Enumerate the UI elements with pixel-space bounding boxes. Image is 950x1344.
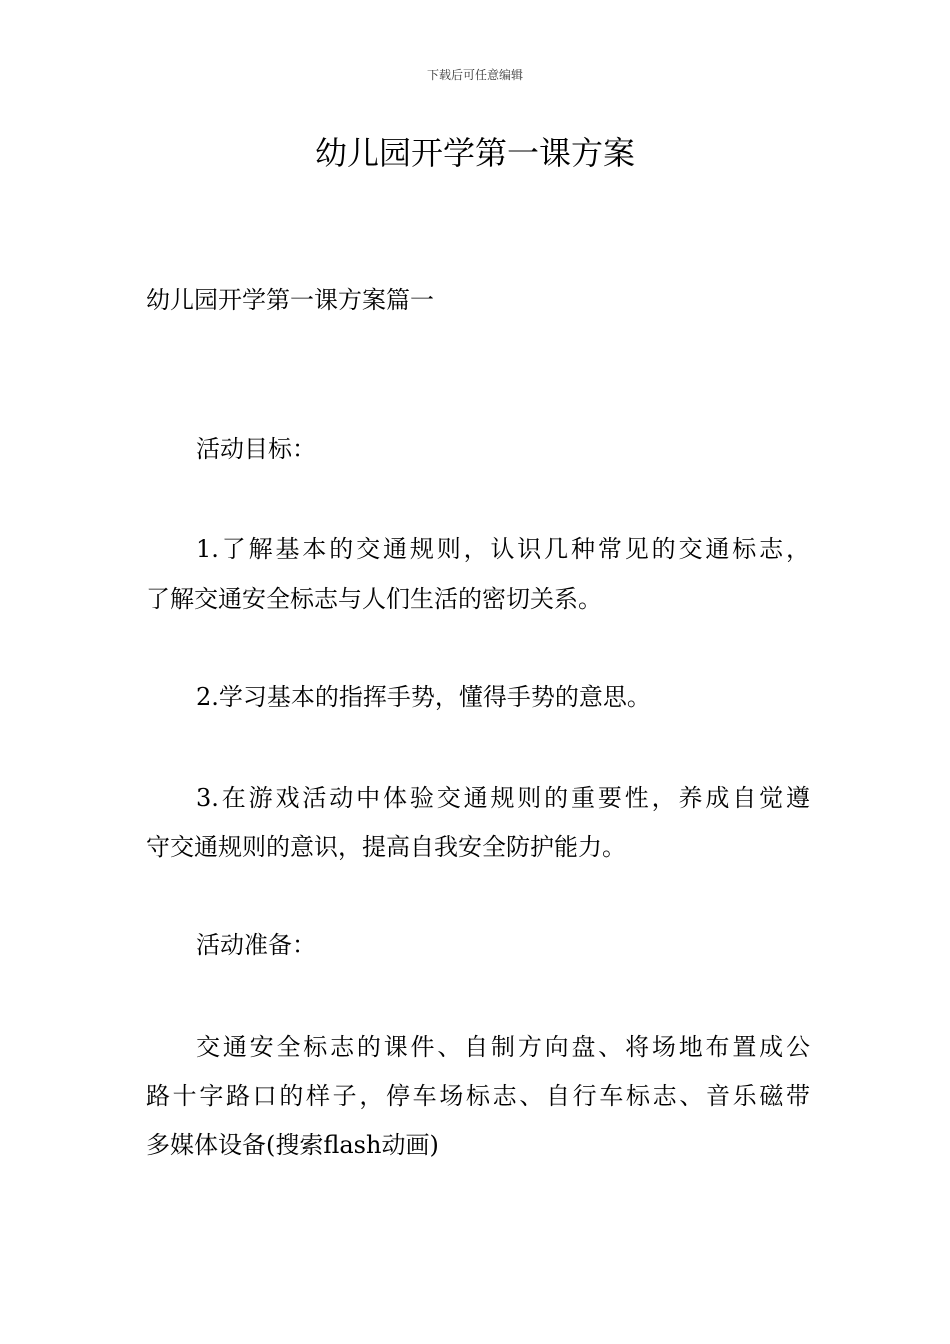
- goals-heading: 活动目标：: [196, 435, 316, 463]
- goal-3-line-1: 3.在游戏活动中体验交通规则的重要性，养成自觉遵: [196, 784, 810, 812]
- goal-3-line-2: 守交通规则的意识，提高自我安全防护能力。: [146, 833, 626, 861]
- prep-line-1: 交通安全标志的课件、自制方向盘、将场地布置成公: [196, 1033, 810, 1061]
- goal-2: 2.学习基本的指挥手势，懂得手势的意思。: [196, 683, 651, 711]
- goal-1-line-2: 了解交通安全标志与人们生活的密切关系。: [146, 585, 602, 613]
- prep-line-2: 路十字路口的样子，停车场标志、自行车标志、音乐磁带: [146, 1082, 810, 1110]
- document-title: 幼儿园开学第一课方案: [314, 134, 635, 172]
- header-note: 下载后可任意编辑: [426, 68, 523, 82]
- goal-1-line-1: 1.了解基本的交通规则，认识几种常见的交通标志，: [196, 535, 810, 563]
- prep-heading: 活动准备：: [196, 931, 316, 959]
- section-heading: 幼儿园开学第一课方案篇一: [146, 286, 434, 314]
- prep-line-3: 多媒体设备(搜索flash动画): [146, 1131, 439, 1159]
